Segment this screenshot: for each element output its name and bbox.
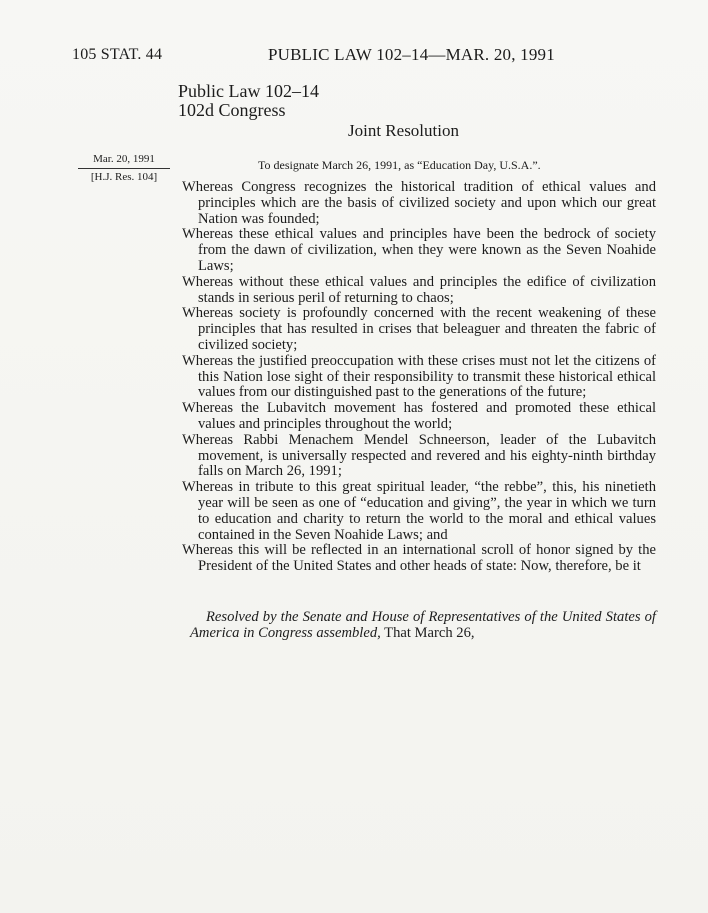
congress-number: 102d Congress — [178, 100, 286, 120]
whereas-clause: Whereas the Lubavitch movement has fostered and promoted these ethical values and principles throughout the world; — [182, 400, 656, 432]
stat-reference: 105 STAT. 44 — [72, 46, 163, 63]
law-title-block — [178, 82, 319, 120]
resolving-clause-rest: That March 26, — [380, 625, 475, 641]
whereas-clause: Whereas these ethical values and principles have been the bedrock of society from the dawn of civilization, when they were known as the Seven Noahide Laws; — [182, 226, 656, 274]
whereas-clause: Whereas Congress recognizes the historical tradition of ethical values and principles which are the basis of civilized society and upon which our great Nation was founded; — [182, 179, 656, 227]
resolving-clause-italic: Resolved by the Senate and House of Representatives of the United States of America in Congress assembled, — [190, 609, 656, 641]
resolving-clause — [190, 609, 656, 641]
whereas-clause: Whereas in tribute to this great spiritual leader, “the rebbe”, this, his ninetieth year will be seen as one of “education and giving”, the year in which we turn to education and charity to return the world to the moral and ethical values contained in the Seven Noahide Laws; and — [182, 479, 656, 543]
whereas-clause: Whereas this will be reflected in an international scroll of honor signed by the President of the United States and other heads of state: Now, therefore, be it — [182, 542, 656, 575]
sidenote-rule — [78, 168, 170, 169]
whereas-clause: Whereas society is profoundly concerned with the recent weakening of these principles that has resulted in crises that beleaguer and threaten the fabric of civilized society; — [182, 305, 656, 353]
preamble-clauses — [182, 180, 656, 575]
purpose-statement: To designate March 26, 1991, as “Education Day, U.S.A.”. — [258, 158, 541, 172]
running-header: PUBLIC LAW 102–14—MAR. 20, 1991 — [268, 45, 555, 64]
whereas-clause: Whereas the justified preoccupation with these crises must not let the citizens of this Nation lose sight of their responsibility to transmit these historical ethical values from our distinguished past to the generations of the future; — [182, 352, 656, 401]
whereas-clause: Whereas Rabbi Menachem Mendel Schneerson, leader of the Lubavitch movement, is universally respected and revered and his eighty-ninth birthday falls on March 26, 1991; — [182, 431, 656, 480]
whereas-clause: Whereas without these ethical values and principles the edifice of civilization stands in serious peril of returning to chaos; — [182, 273, 656, 306]
sidenote-date: Mar. 20, 1991 — [93, 153, 155, 165]
document-type-heading: Joint Resolution — [348, 121, 459, 140]
public-law-number: Public Law 102–14 — [178, 81, 319, 101]
margin-sidenote — [78, 152, 170, 184]
sidenote-bill: [H.J. Res. 104] — [90, 171, 158, 183]
